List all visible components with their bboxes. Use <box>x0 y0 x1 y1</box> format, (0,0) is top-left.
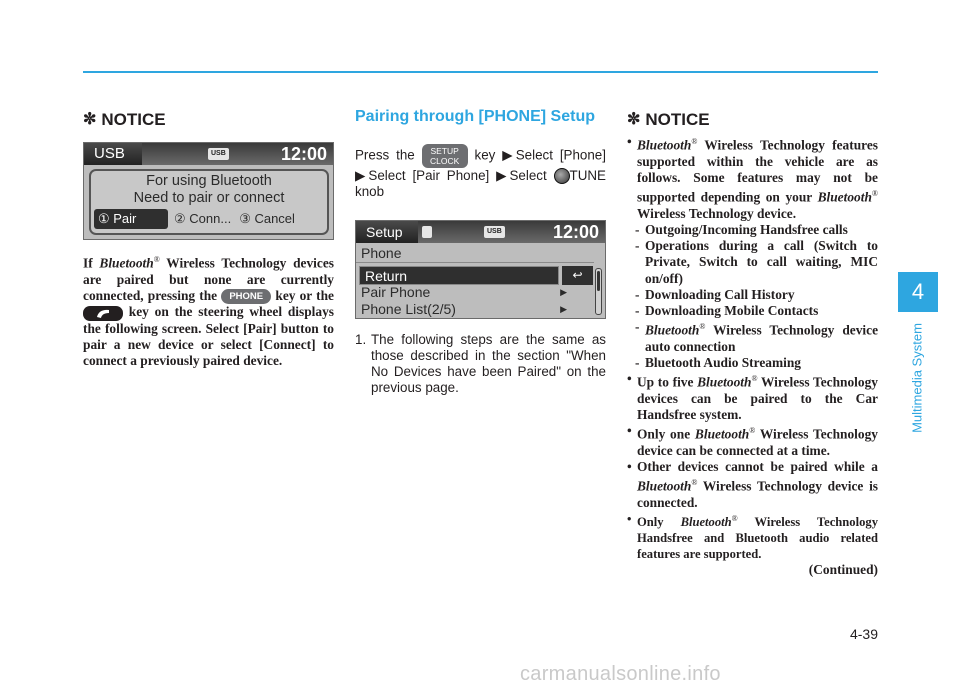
left-column <box>83 108 334 369</box>
screen-clock: 12:00 <box>552 221 599 242</box>
text: Wireless Technology Handsfree and Bluetooth audio related features are supported. <box>637 515 878 562</box>
message-buttons <box>94 209 326 229</box>
bluetooth-term: Bluetooth <box>99 255 154 271</box>
text: Downloading Mobile Contacts <box>645 302 819 318</box>
section-title: Pairing through [PHONE] Setup <box>355 108 595 125</box>
registered-mark: ® <box>691 478 698 488</box>
text: Downloading Call History <box>645 286 795 302</box>
chapter-name-text: Multimedia System <box>909 323 925 433</box>
bluetooth-term: Bluetooth <box>637 478 692 494</box>
menu-item-label: Phone List(2/5) <box>361 300 456 317</box>
message-line-1: For using Bluetooth <box>146 173 272 189</box>
list-item <box>355 332 606 397</box>
list-item: • Bluetooth® Wireless Technology features supported within the vehicle are as follows. Some features may not be supported depending on your Bluetooth® Wireless Technology device. <box>627 134 878 221</box>
watermark: carmanualsonline.info <box>520 663 721 685</box>
message-line-2: Need to pair or connect <box>133 190 285 206</box>
arrow-icon: ▶ <box>496 168 510 183</box>
text-part-a: Wireless Technology devices are paired but none are currently connected, pressing the <box>83 255 334 303</box>
phone-key-icon: PHONE <box>221 289 271 304</box>
list-item: - Downloading Call History <box>635 286 795 302</box>
list-item: - Bluetooth Audio Streaming <box>635 355 801 371</box>
connect-button[interactable]: ② Conn... <box>174 211 232 226</box>
bluetooth-term: Bluetooth <box>694 426 750 442</box>
menu-item-phone-list[interactable] <box>356 300 594 319</box>
text: Up to five <box>637 374 694 390</box>
list-item: • Other devices cannot be paired while a Bluetooth® Wireless Technology device is connected. <box>627 459 879 511</box>
text-tune-knob: TUNE knob <box>355 168 606 200</box>
text-press: Press the <box>355 147 415 163</box>
notice-star-icon: ✼ <box>83 111 97 128</box>
text-key: key <box>474 147 496 163</box>
registered-mark: ® <box>699 322 706 332</box>
clock-label: CLOCK <box>429 156 460 166</box>
text: Only one <box>637 426 691 442</box>
bluetooth-term: Bluetooth <box>697 374 752 390</box>
registered-mark: ® <box>153 255 160 264</box>
notice-paragraph <box>83 252 334 369</box>
registered-mark: ® <box>691 137 698 146</box>
registered-mark: ® <box>871 189 878 199</box>
text-select-pair-phone: Select [Pair Phone] <box>368 168 490 183</box>
notice-heading <box>83 108 334 132</box>
text-select-phone: Select [Phone] <box>515 147 606 163</box>
screen-tab: USB <box>84 143 142 165</box>
text: Wireless Technology features supported within the vehicle are as follows. Some features may not be supported depending on your <box>637 137 878 205</box>
continued-label: (Continued) <box>808 562 878 578</box>
text: Wireless Technology device. <box>637 205 797 221</box>
text-select: Select <box>509 168 547 183</box>
setup-phone-screen <box>355 220 606 319</box>
steps-list <box>355 332 606 397</box>
message-box <box>89 169 329 235</box>
text: Outgoing/Incoming Handsfree calls <box>645 221 848 237</box>
bluetooth-status-icon <box>422 226 432 238</box>
bluetooth-term: Bluetooth <box>637 137 692 153</box>
text: Wireless Technology device can be connected at a time. <box>637 426 878 458</box>
setup-clock-key-icon <box>422 144 468 168</box>
bluetooth-term: Bluetooth <box>680 515 732 530</box>
right-column <box>627 108 878 579</box>
text: Wireless Technology devices can be paired to the Car Handsfree system. <box>637 374 878 423</box>
chapter-name <box>905 318 929 438</box>
text-part-c: key on the steering wheel displays the following screen. Select [Pair] button to pair a new device or select [Connect] to connect a previously paired device. <box>83 304 334 369</box>
notice-title: NOTICE <box>101 110 166 129</box>
list-item: • Only Bluetooth® Wireless Technology Handsfree and Bluetooth audio related features are supported. <box>627 512 878 562</box>
notice-star-icon: ✼ <box>627 111 641 128</box>
chevron-right-icon: ▶ <box>560 286 567 297</box>
list-item: - Outgoing/Incoming Handsfree calls <box>635 221 848 237</box>
bluetooth-term: Bluetooth <box>645 322 700 338</box>
bluetooth-pair-screen <box>83 142 334 240</box>
menu-header-phone: Phone <box>356 244 594 263</box>
menu-item-label: Return <box>365 267 408 284</box>
list-item: - Bluetooth® Wireless Technology device auto connection <box>635 319 879 354</box>
step-text: The following steps are the same as those described in the section "When No Devices have been Paired" on the previous page. <box>371 331 606 396</box>
middle-column <box>355 108 606 396</box>
notice-title: NOTICE <box>645 110 710 129</box>
text: Bluetooth Audio Streaming <box>645 355 801 371</box>
list-item: - Operations during a call (Switch to Private, Switch to call waiting, MIC on/off) <box>635 238 878 286</box>
text: Wireless Technology device auto connection <box>645 322 879 354</box>
step-number: 1. <box>355 331 367 347</box>
usb-badge: USB <box>208 148 229 160</box>
notice-list <box>627 134 878 579</box>
usb-badge: USB <box>484 226 505 238</box>
screen-tab: Setup <box>356 221 418 243</box>
scrollbar[interactable] <box>595 268 602 315</box>
instructions-paragraph <box>355 144 606 201</box>
cancel-button[interactable]: ③ Cancel <box>239 211 295 226</box>
text: Wireless Technology device is connected. <box>637 478 879 511</box>
text: Operations during a call (Switch to Private, Switch to call waiting, MIC on/off) <box>645 238 878 286</box>
bluetooth-term: Bluetooth <box>817 189 872 205</box>
registered-mark: ® <box>749 426 756 436</box>
list-item: - Downloading Mobile Contacts <box>635 302 819 318</box>
list-item: • Up to five Bluetooth® Wireless Technology devices can be paired to the Car Handsfree system. <box>627 371 878 423</box>
tune-knob-icon <box>554 168 570 184</box>
text-part-b: key or the <box>275 287 334 303</box>
arrow-icon: ▶ <box>502 147 516 163</box>
return-icon[interactable]: ↩ <box>562 266 593 285</box>
setup-label: SETUP <box>430 146 459 156</box>
chevron-right-icon: ▶ <box>560 303 567 314</box>
text: Only <box>637 515 664 530</box>
text: Other devices cannot be paired while a <box>637 459 878 475</box>
page-number: 4-39 <box>849 626 878 642</box>
text-if: If <box>83 255 93 271</box>
scrollbar-thumb[interactable] <box>597 271 600 291</box>
chapter-number-tab: 4 <box>898 272 938 312</box>
registered-mark: ® <box>751 374 758 384</box>
screen-clock: 12:00 <box>280 144 327 164</box>
pair-button[interactable]: ① Pair <box>94 209 168 229</box>
notice-heading <box>627 108 878 132</box>
call-key-icon <box>83 306 123 321</box>
list-item: • Only one Bluetooth® Wireless Technology device can be connected at a time. <box>627 423 878 458</box>
top-rule <box>83 71 878 73</box>
registered-mark: ® <box>731 514 738 524</box>
menu-item-label: Pair Phone <box>361 283 431 300</box>
arrow-icon: ▶ <box>355 168 369 183</box>
